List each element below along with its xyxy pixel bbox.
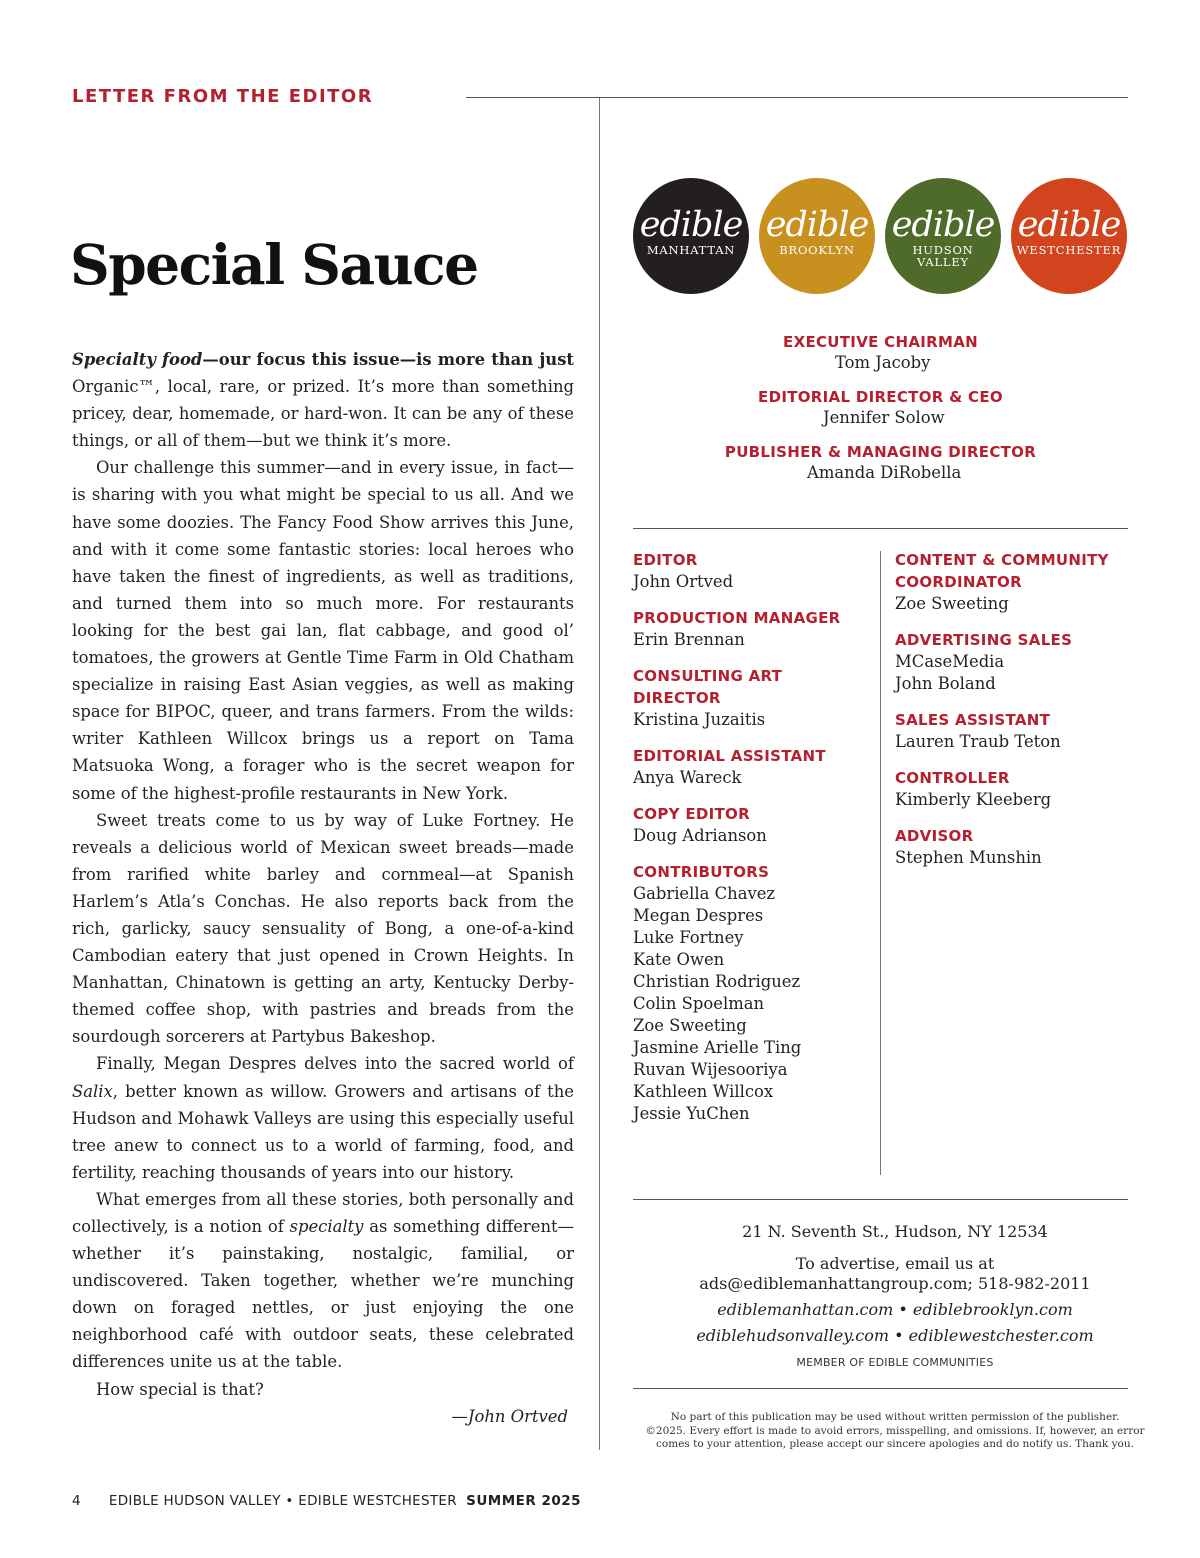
masthead-name: MCaseMedia — [895, 652, 1005, 671]
executive-name: Amanda DiRobella — [807, 463, 962, 482]
masthead-name: Lauren Traub Teton — [895, 732, 1061, 751]
masthead-entry — [895, 709, 1128, 753]
logo-edible-westchester — [1011, 178, 1127, 294]
paragraph-5 — [72, 1186, 574, 1376]
logo-edible-hudson-valley — [885, 178, 1001, 294]
masthead-entry — [633, 803, 873, 847]
logo-region: MANHATTAN — [646, 243, 736, 257]
paragraph-1 — [72, 346, 574, 454]
executive-role: PUBLISHER & MANAGING DIRECTOR — [724, 443, 1037, 461]
contributor-name: Colin Spoelman — [633, 994, 765, 1013]
masthead-role: CONTENT & COMMUNITY COORDINATOR — [895, 551, 1109, 591]
paragraph-4-b: , better known as willow. Growers and artisans of the Hudson and Mohawk Valleys are using this especially useful tree anew to connect us to a world of farming, food, and fertility, reaching thousands of years into our history. — [72, 1081, 574, 1182]
signature: —John Ortved — [451, 1406, 568, 1426]
logo-region: HUDSON — [912, 243, 974, 257]
masthead-entry — [633, 665, 873, 731]
logo-region: WESTCHESTER — [1016, 243, 1122, 257]
masthead-name: John Boland — [895, 674, 996, 693]
logo-edible-manhattan — [633, 178, 749, 294]
paragraph-5-a: What emerges from all these stories, both personally and collectively, is a notion of — [72, 1189, 574, 1236]
paragraph-4-italic: Salix — [72, 1081, 113, 1101]
masthead-entry — [895, 629, 1128, 695]
paragraph-4-a: Finally, Megan Despres delves into the sacred world of — [96, 1054, 574, 1074]
logo-word: edible — [765, 205, 869, 245]
column-divider — [599, 98, 600, 1450]
paragraph-6: How special is that? — [96, 1379, 264, 1399]
logo-region: BROOKLYN — [779, 243, 855, 257]
contributor-name: Ruvan Wijesooriya — [633, 1060, 788, 1079]
masthead-name: Stephen Munshin — [895, 848, 1042, 867]
section-label: LETTER FROM THE EDITOR — [72, 86, 374, 107]
websites-line-2: ediblehudsonvalley.com • ediblewestchester.com — [696, 1326, 1094, 1345]
logo-word: edible — [639, 205, 743, 245]
paragraph-4 — [72, 1050, 574, 1185]
masthead-entry — [633, 745, 873, 789]
advertise-line-2: ads@ediblemanhattangroup.com; 518-982-2011 — [699, 1274, 1091, 1293]
masthead-role: CONTRIBUTORS — [633, 863, 770, 881]
executive-role: EDITORIAL DIRECTOR & CEO — [758, 388, 1003, 406]
paragraph-1-text: Organic™, local, rare, or prized. It’s more than something pricey, dear, homemade, or hard-won. It can be any of these things, or all of them—but we think it’s more. — [72, 377, 574, 451]
masthead-left-column — [633, 549, 873, 1139]
editor-letter — [72, 346, 574, 1430]
paragraph-5-b: as something different—whether it’s painstaking, nostalgic, familial, or undiscovered. Taken together, whether we’re munching down on foraged nettles, or just enjoying the one neighborhood café with outdoor seats, these celebrated differences unite us at the table. — [72, 1217, 574, 1372]
logo-word: edible — [1017, 205, 1121, 245]
masthead-role: PRODUCTION MANAGER — [633, 609, 841, 627]
paragraph-3: Sweet treats come to us by way of Luke Fortney. He reveals a delicious world of Mexican sweet breads—made from rarified white barley and cornmeal—at Spanish Harlem’s Atla’s Conchas. He also reports back from the rich, garlicky, saucy sensuality of Bong, a one-of-a-kind Cambodian eatery that just opened in Crown Heights. In Manhattan, Chinatown is getting an arty, Kentucky Derby-themed coffee shop, with pastries and breads from the sourdough sorcerers at Partybus Bakeshop. — [72, 810, 574, 1047]
executive-entry — [633, 332, 1128, 374]
paragraph-2: Our challenge this summer—and in every issue, in fact—is sharing with you what might be special to us all. And we have some doozies. The Fancy Food Show arrives this June, and with it come some fantastic stories: local heroes who have taken the finest of ingredients, as well as traditions, and turned them into so much more. For restaurants looking for the best gai lan, flat cabbage, and good ol’ tomatoes, the growers at Gentle Time Farm in Old Chatham specialize in raising East Asian veggies, as well as making space for BIPOC, queer, and trans farmers. From the wilds: writer Kathleen Willcox brings us a report on Tama Matsuoka Wong, a forager who is the secret weapon for some of the highest-profile restaurants in New York. — [72, 458, 574, 803]
legal-notice — [633, 1411, 1157, 1452]
legal-top-rule — [633, 1388, 1128, 1389]
contact-block — [633, 1220, 1157, 1369]
masthead-entry — [633, 607, 873, 651]
legal-line-1: No part of this publication may be used without written permission of the publisher. — [670, 1411, 1120, 1423]
masthead-entry — [895, 825, 1128, 869]
contributor-name: Kathleen Willcox — [633, 1082, 774, 1101]
edible-logos — [633, 178, 1128, 294]
contributor-name: Kate Owen — [633, 950, 725, 969]
contributor-name: Gabriella Chavez — [633, 884, 776, 903]
masthead-column-divider — [880, 551, 881, 1175]
masthead-name: Erin Brennan — [633, 630, 745, 649]
legal-line-2: ©2025. Every effort is made to avoid errors, misspelling, and omissions. If, however, an error — [645, 1424, 1145, 1437]
contributor-name: Jessie YuChen — [633, 1104, 750, 1123]
contributor-name: Christian Rodriguez — [633, 972, 801, 991]
masthead-role: CONSULTING ART DIRECTOR — [633, 667, 783, 707]
contributor-name: Megan Despres — [633, 906, 764, 925]
masthead-role: EDITORIAL ASSISTANT — [633, 747, 826, 765]
executive-entry — [633, 442, 1128, 484]
masthead-right-column — [895, 549, 1128, 883]
masthead-name: Zoe Sweeting — [895, 594, 1009, 613]
lead-italic: Specialty food — [72, 350, 203, 369]
contributor-name: Zoe Sweeting — [633, 1016, 747, 1035]
issue-label: SUMMER 2025 — [466, 1493, 582, 1509]
masthead-name: John Ortved — [633, 572, 734, 591]
contact-top-rule — [633, 1199, 1128, 1200]
masthead-role: CONTROLLER — [895, 769, 1010, 787]
masthead-role: SALES ASSISTANT — [895, 711, 1051, 729]
publication-names: EDIBLE HUDSON VALLEY • EDIBLE WESTCHESTER — [108, 1493, 457, 1509]
executive-entry — [633, 387, 1128, 429]
page-footer — [72, 1493, 581, 1509]
masthead-top-rule — [633, 528, 1128, 529]
masthead-role: COPY EDITOR — [633, 805, 750, 823]
websites-line-1: ediblemanhattan.com • ediblebrooklyn.com — [717, 1300, 1073, 1319]
advertise-line-1: To advertise, email us at — [795, 1254, 995, 1273]
header-rule — [466, 97, 1128, 98]
masthead-role: ADVERTISING SALES — [895, 631, 1073, 649]
page-number: 4 — [72, 1493, 81, 1509]
masthead-name: Anya Wareck — [633, 768, 742, 787]
executive-role: EXECUTIVE CHAIRMAN — [783, 333, 978, 351]
logo-edible-brooklyn — [759, 178, 875, 294]
masthead-role: EDITOR — [633, 551, 698, 569]
executive-name: Tom Jacoby — [835, 353, 931, 372]
logo-region-line-2: VALLEY — [917, 255, 969, 269]
masthead-entry-contributors — [633, 861, 873, 1125]
address: 21 N. Seventh St., Hudson, NY 12534 — [742, 1222, 1048, 1241]
masthead-entry — [895, 767, 1128, 811]
masthead-entry — [895, 549, 1128, 615]
legal-line-3: comes to your attention, please accept our sincere apologies and do notify us. Thank you. — [656, 1438, 1134, 1450]
masthead-entry — [633, 549, 873, 593]
masthead-role: ADVISOR — [895, 827, 974, 845]
contributor-name: Jasmine Arielle Ting — [633, 1038, 802, 1057]
lead-bold: —our focus this issue—is more than just — [202, 350, 574, 369]
paragraph-5-italic: specialty — [289, 1217, 364, 1236]
member-note: MEMBER OF EDIBLE COMMUNITIES — [796, 1356, 994, 1369]
contributor-name: Luke Fortney — [633, 928, 744, 947]
executive-name: Jennifer Solow — [823, 408, 945, 427]
masthead-name: Kristina Juzaitis — [633, 710, 766, 729]
masthead-name: Kimberly Kleeberg — [895, 790, 1052, 809]
executive-list — [633, 332, 1128, 497]
masthead-name: Doug Adrianson — [633, 826, 767, 845]
logo-word: edible — [891, 205, 995, 245]
article-title: Special Sauce — [70, 232, 478, 297]
